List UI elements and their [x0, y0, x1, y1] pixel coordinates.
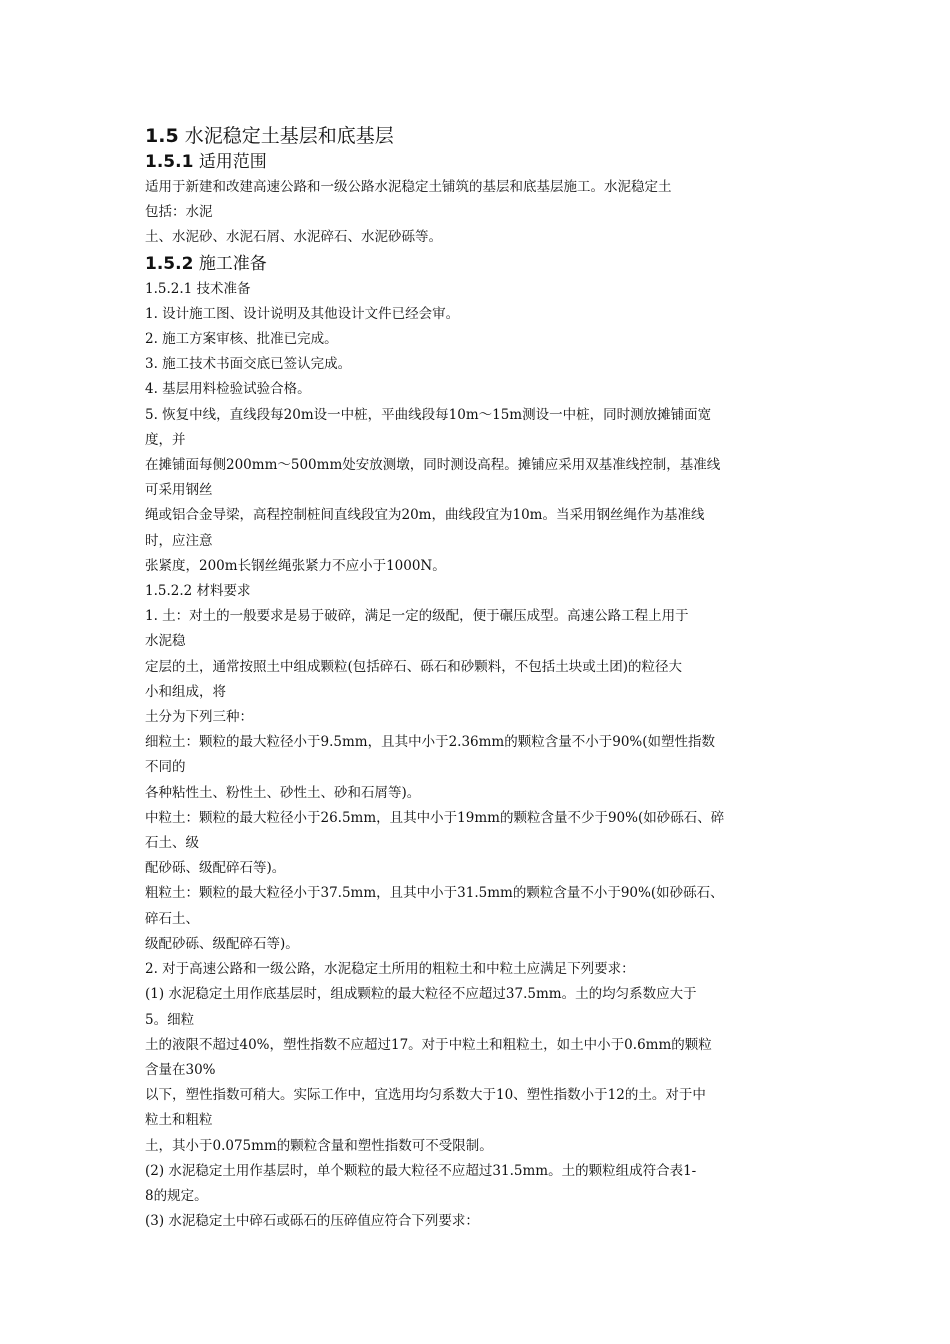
text-line: 时，应注意: [145, 532, 213, 549]
text-line: (3) 水泥稳定土中碎石或砾石的压碎值应符合下列要求：: [145, 1213, 479, 1230]
section-heading-1-5: [145, 124, 813, 149]
text-line: 5。细粒: [145, 1011, 195, 1028]
text-line: 8的规定。: [145, 1187, 208, 1204]
text-line: 度，并: [145, 431, 186, 448]
heading-number: 1.5: [145, 125, 179, 147]
text-line: 4. 基层用料检验试验合格。: [145, 381, 311, 398]
text-line: 水泥稳: [145, 633, 186, 650]
text-line: 适用于新建和改建高速公路和一级公路水泥稳定土铺筑的基层和底基层施工。水泥稳定土: [145, 179, 672, 195]
document-body: [145, 124, 813, 1234]
text-line: 在摊铺面每侧200mm～500mm处安放测墩，同时测设高程。摊铺应采用双基准线控制，基准线: [145, 457, 721, 474]
text-line: 2. 对于高速公路和一级公路，水泥稳定土所用的粗粒土和中粒土应满足下列要求：: [145, 961, 635, 978]
heading-number: 1.5.1: [145, 152, 194, 172]
text-line: 级配砂砾、级配碎石等)。: [145, 935, 299, 952]
heading-title: 施工准备: [198, 253, 267, 274]
text-line: 小和组成，将: [145, 683, 226, 700]
text-line: 张紧度，200m长钢丝绳张紧力不应小于1000N。: [145, 557, 446, 574]
text-line: 细粒土：颗粒的最大粒径小于9.5mm，且其中小于2.36mm的颗粒含量不小于90%(如塑性指数: [145, 734, 716, 751]
text-line: 2. 施工方案审核、批准已完成。: [145, 331, 338, 348]
text-line: 土的液限不超过40%，塑性指数不应超过17。对于中粒土和粗粒土，如土中小于0.6mm的颗粒: [145, 1036, 712, 1053]
heading-number: 1.5.2: [145, 253, 194, 274]
text-line: 不同的: [145, 759, 186, 776]
heading-title: 水泥稳定土基层和底基层: [184, 125, 394, 147]
text-line: 绳或铝合金导梁，高程控制桩间直线段宜为20m，曲线段宜为10m。当采用钢丝绳作为基准线: [145, 507, 705, 524]
text-line: 各种粘性土、粉性土、砂性土、砂和石屑等)。: [145, 784, 421, 801]
section-heading-1-5-2: [145, 251, 813, 277]
section-1-5-2-body: [145, 277, 813, 1235]
text-line: 粒土和粗粒: [145, 1112, 213, 1129]
text-line: 1.5.2.2 材料要求: [145, 583, 251, 600]
section-1-5-1-body: [145, 175, 813, 251]
heading-title: 适用范围: [198, 152, 267, 172]
section-heading-1-5-1: [145, 149, 813, 175]
text-line: 1.5.2.1 技术准备: [145, 280, 251, 297]
text-line: 3. 施工技术书面交底已签认完成。: [145, 356, 352, 373]
text-line: 包括：水泥: [145, 204, 213, 221]
text-line: 石土、级: [145, 835, 199, 852]
text-line: 粗粒土：颗粒的最大粒径小于37.5mm，且其中小于31.5mm的颗粒含量不小于90%(如砂砾石、: [145, 885, 724, 902]
text-line: 1. 设计施工图、设计说明及其他设计文件已经会审。: [145, 305, 460, 322]
text-line: 碎石土、: [145, 910, 199, 927]
text-line: 配砂砾、级配碎石等)。: [145, 860, 286, 877]
text-line: 1. 土：对土的一般要求是易于破碎，满足一定的级配，便于碾压成型。高速公路工程上用于: [145, 608, 689, 625]
text-line: (1) 水泥稳定土用作底基层时，组成颗粒的最大粒径不应超过37.5mm。土的均匀系数应大于: [145, 986, 697, 1003]
text-line: 可采用钢丝: [145, 482, 213, 499]
text-line: (2) 水泥稳定土用作基层时，单个颗粒的最大粒径不应超过31.5mm。土的颗粒组成符合表1-: [145, 1162, 697, 1179]
text-line: 中粒土：颗粒的最大粒径小于26.5mm，且其中小于19mm的颗粒含量不少于90%(如砂砾石、碎: [145, 809, 725, 826]
text-line: 定层的土，通常按照土中组成颗粒(包括碎石、砾石和砂颗料，不包括土块或土团)的粒径大: [145, 658, 683, 675]
text-line: 含量在30%: [145, 1061, 216, 1078]
text-line: 土分为下列三种：: [145, 709, 253, 726]
text-line: 5. 恢复中线，直线段每20m设一中桩，平曲线段每10m～15m测设一中桩，同时测放摊铺面宽: [145, 406, 712, 423]
text-line: 土，其小于0.075mm的颗粒含量和塑性指数可不受限制。: [145, 1137, 493, 1154]
text-line: 以下，塑性指数可稍大。实际工作中，宜选用均匀系数大于10、塑性指数小于12的土。对于中: [145, 1087, 706, 1104]
text-line: 土、水泥砂、水泥石屑、水泥碎石、水泥砂砾等。: [145, 229, 442, 246]
